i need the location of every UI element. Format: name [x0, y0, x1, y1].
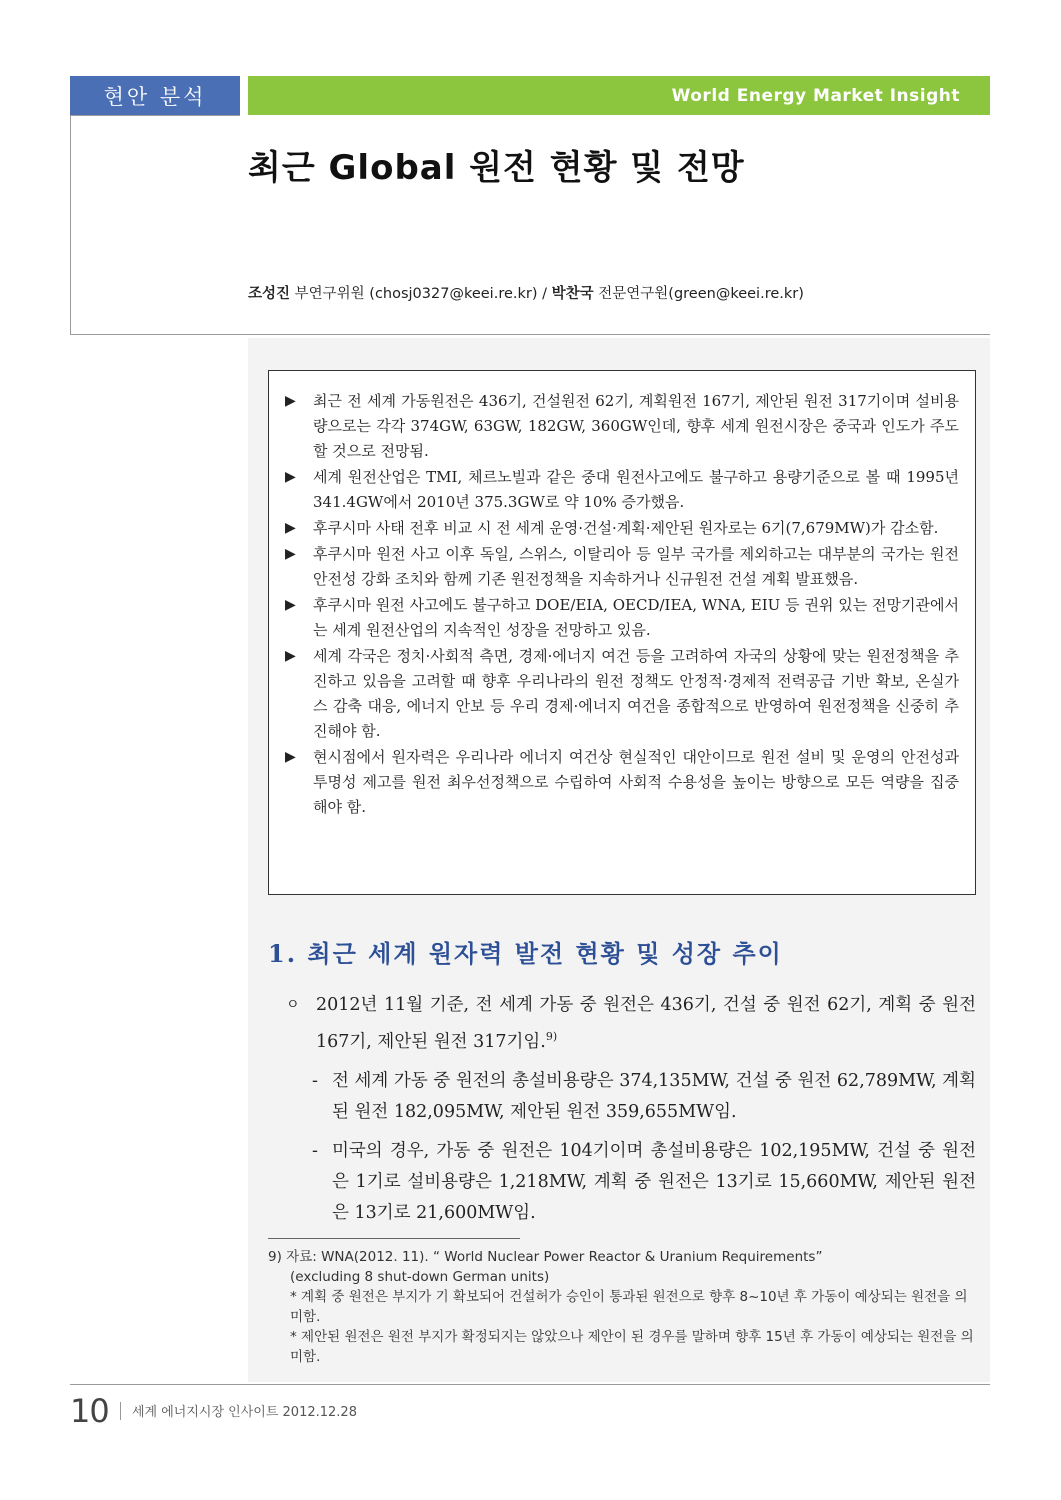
- footnote-line: * 제안된 원전은 원전 부지가 확정되지는 않았으나 제안이 된 경우를 말하며 향후 15년 후 가동이 예상되는 원전을 의미함.: [290, 1329, 974, 1365]
- footnote-line: 9) 자료: WNA(2012. 11). “ World Nuclear Power Reactor & Uranium Requirements”: [268, 1249, 823, 1265]
- header-underline: [70, 115, 240, 116]
- series-tag: World Energy Market Insight: [248, 76, 990, 115]
- summary-item: [285, 644, 959, 744]
- summary-item: [285, 542, 959, 592]
- summary-item: [285, 389, 959, 464]
- section-heading: 1. 최근 세계 원자력 발전 현황 및 성장 추이: [268, 939, 783, 968]
- footnote-ref: 9): [545, 1030, 558, 1043]
- article-title: 최근 Global 원전 현황 및 전망: [248, 148, 745, 188]
- footnote-line: (excluding 8 shut-down German units): [290, 1269, 550, 1285]
- summary-text: 후쿠시마 사태 전후 비교 시 전 세계 운영·건설·계획·제안된 원자로는 6기(7,679MW)가 감소함.: [313, 519, 939, 537]
- left-divider-top: [70, 115, 71, 335]
- dash-bullet-icon: -: [312, 1070, 318, 1091]
- arrow-bullet-icon: ▶: [285, 469, 296, 485]
- footer-separator: [120, 1402, 121, 1420]
- footer-divider: [70, 1384, 990, 1385]
- author1-name: 조성진: [248, 286, 291, 302]
- footnote: [268, 1247, 976, 1367]
- summary-text: 후쿠시마 원전 사고 이후 독일, 스위스, 이탈리아 등 일부 국가를 제외하고는 대부분의 국가는 원전 안전성 강화 조치와 함께 기존 원전정책을 지속하거나 신규원전 건설 계획 발표했음.: [313, 545, 959, 588]
- author2-name: 박찬국: [551, 286, 594, 302]
- summary-item: [285, 593, 959, 643]
- arrow-bullet-icon: ▶: [285, 749, 296, 765]
- sub-point-text: 미국의 경우, 가동 중 원전은 104기이며 총설비용량은 102,195MW, 건설 중 원전은 1기로 설비용량은 1,218MW, 계획 중 원전은 13기로 15,660MW, 제안된 원전은 13기로 21,600MW임.: [332, 1140, 976, 1223]
- title-block-divider: [70, 334, 990, 335]
- footnote-line: * 계획 중 원전은 부지가 기 확보되어 건설허가 승인이 통과된 원전으로 향후 8~10년 후 가동이 예상되는 원전을 의미함.: [290, 1289, 968, 1325]
- summary-item: [285, 516, 959, 541]
- circle-point: [286, 990, 976, 1058]
- author-line: [248, 282, 804, 303]
- arrow-bullet-icon: ▶: [285, 546, 296, 562]
- summary-text: 세계 각국은 정치·사회적 측면, 경제·에너지 여건 등을 고려하여 자국의 상황에 맞는 원전정책을 추진하고 있음을 고려할 때 향후 우리나라의 원전 정책도 안정적·경제적 전력공급 기반 확보, 온실가스 감축 대응, 에너지 안보 등 우리 경제·에너지 여건을 종합적으로 반영하여 원전정책을 신중히 추진해야 함.: [313, 647, 959, 740]
- dash-point: [312, 1066, 976, 1128]
- circle-bullet-icon: ㅇ: [286, 997, 300, 1013]
- arrow-bullet-icon: ▶: [285, 520, 296, 536]
- summary-item: [285, 465, 959, 515]
- point-text: 2012년 11월 기준, 전 세계 가동 중 원전은 436기, 건설 중 원전 62기, 계획 중 원전 167기, 제안된 원전 317기임.: [316, 995, 976, 1052]
- summary-text: 최근 전 세계 가동원전은 436기, 건설원전 62기, 계획원전 167기, 제안된 원전 317기이며 설비용량으로는 각각 374GW, 63GW, 182GW, 360GW인데, 향후 세계 원전시장은 중국과 인도가 주도할 것으로 전망됨.: [313, 392, 959, 460]
- arrow-bullet-icon: ▶: [285, 393, 296, 409]
- author2-info: 전문연구원(green@keei.re.kr): [593, 286, 804, 302]
- author1-info: 부연구위원 (chosj0327@keei.re.kr) /: [290, 286, 552, 302]
- summary-text: 현시점에서 원자력은 우리나라 에너지 여건상 현실적인 대안이므로 원전 설비 및 운영의 안전성과 투명성 제고를 원전 최우선정책으로 수립하여 사회적 수용성을 높이는 방향으로 모든 역량을 집중해야 함.: [313, 748, 959, 816]
- arrow-bullet-icon: ▶: [285, 648, 296, 664]
- sub-point-text: 전 세계 가동 중 원전의 총설비용량은 374,135MW, 건설 중 원전 62,789MW, 계획된 원전 182,095MW, 제안된 원전 359,655MW임.: [332, 1070, 976, 1122]
- summary-item: [285, 745, 959, 820]
- page-number: 10: [70, 1392, 109, 1430]
- summary-box: [268, 370, 976, 895]
- summary-text: 후쿠시마 원전 사고에도 불구하고 DOE/EIA, OECD/IEA, WNA, EIU 등 권위 있는 전망기관에서는 세계 원전산업의 지속적인 성장을 전망하고 있음.: [313, 596, 959, 639]
- footnote-divider: [268, 1238, 520, 1239]
- arrow-bullet-icon: ▶: [285, 597, 296, 613]
- dash-bullet-icon: -: [312, 1140, 318, 1161]
- dash-point: [312, 1136, 976, 1229]
- summary-text: 세계 원전산업은 TMI, 체르노빌과 같은 중대 원전사고에도 불구하고 용량기준으로 볼 때 1995년 341.4GW에서 2010년 375.3GW로 약 10% 증가했음.: [313, 468, 959, 511]
- section-tag: 현안 분석: [70, 76, 240, 115]
- publication-name: 세계 에너지시장 인사이트 2012.12.28: [132, 1405, 357, 1420]
- section-body: [286, 990, 976, 1229]
